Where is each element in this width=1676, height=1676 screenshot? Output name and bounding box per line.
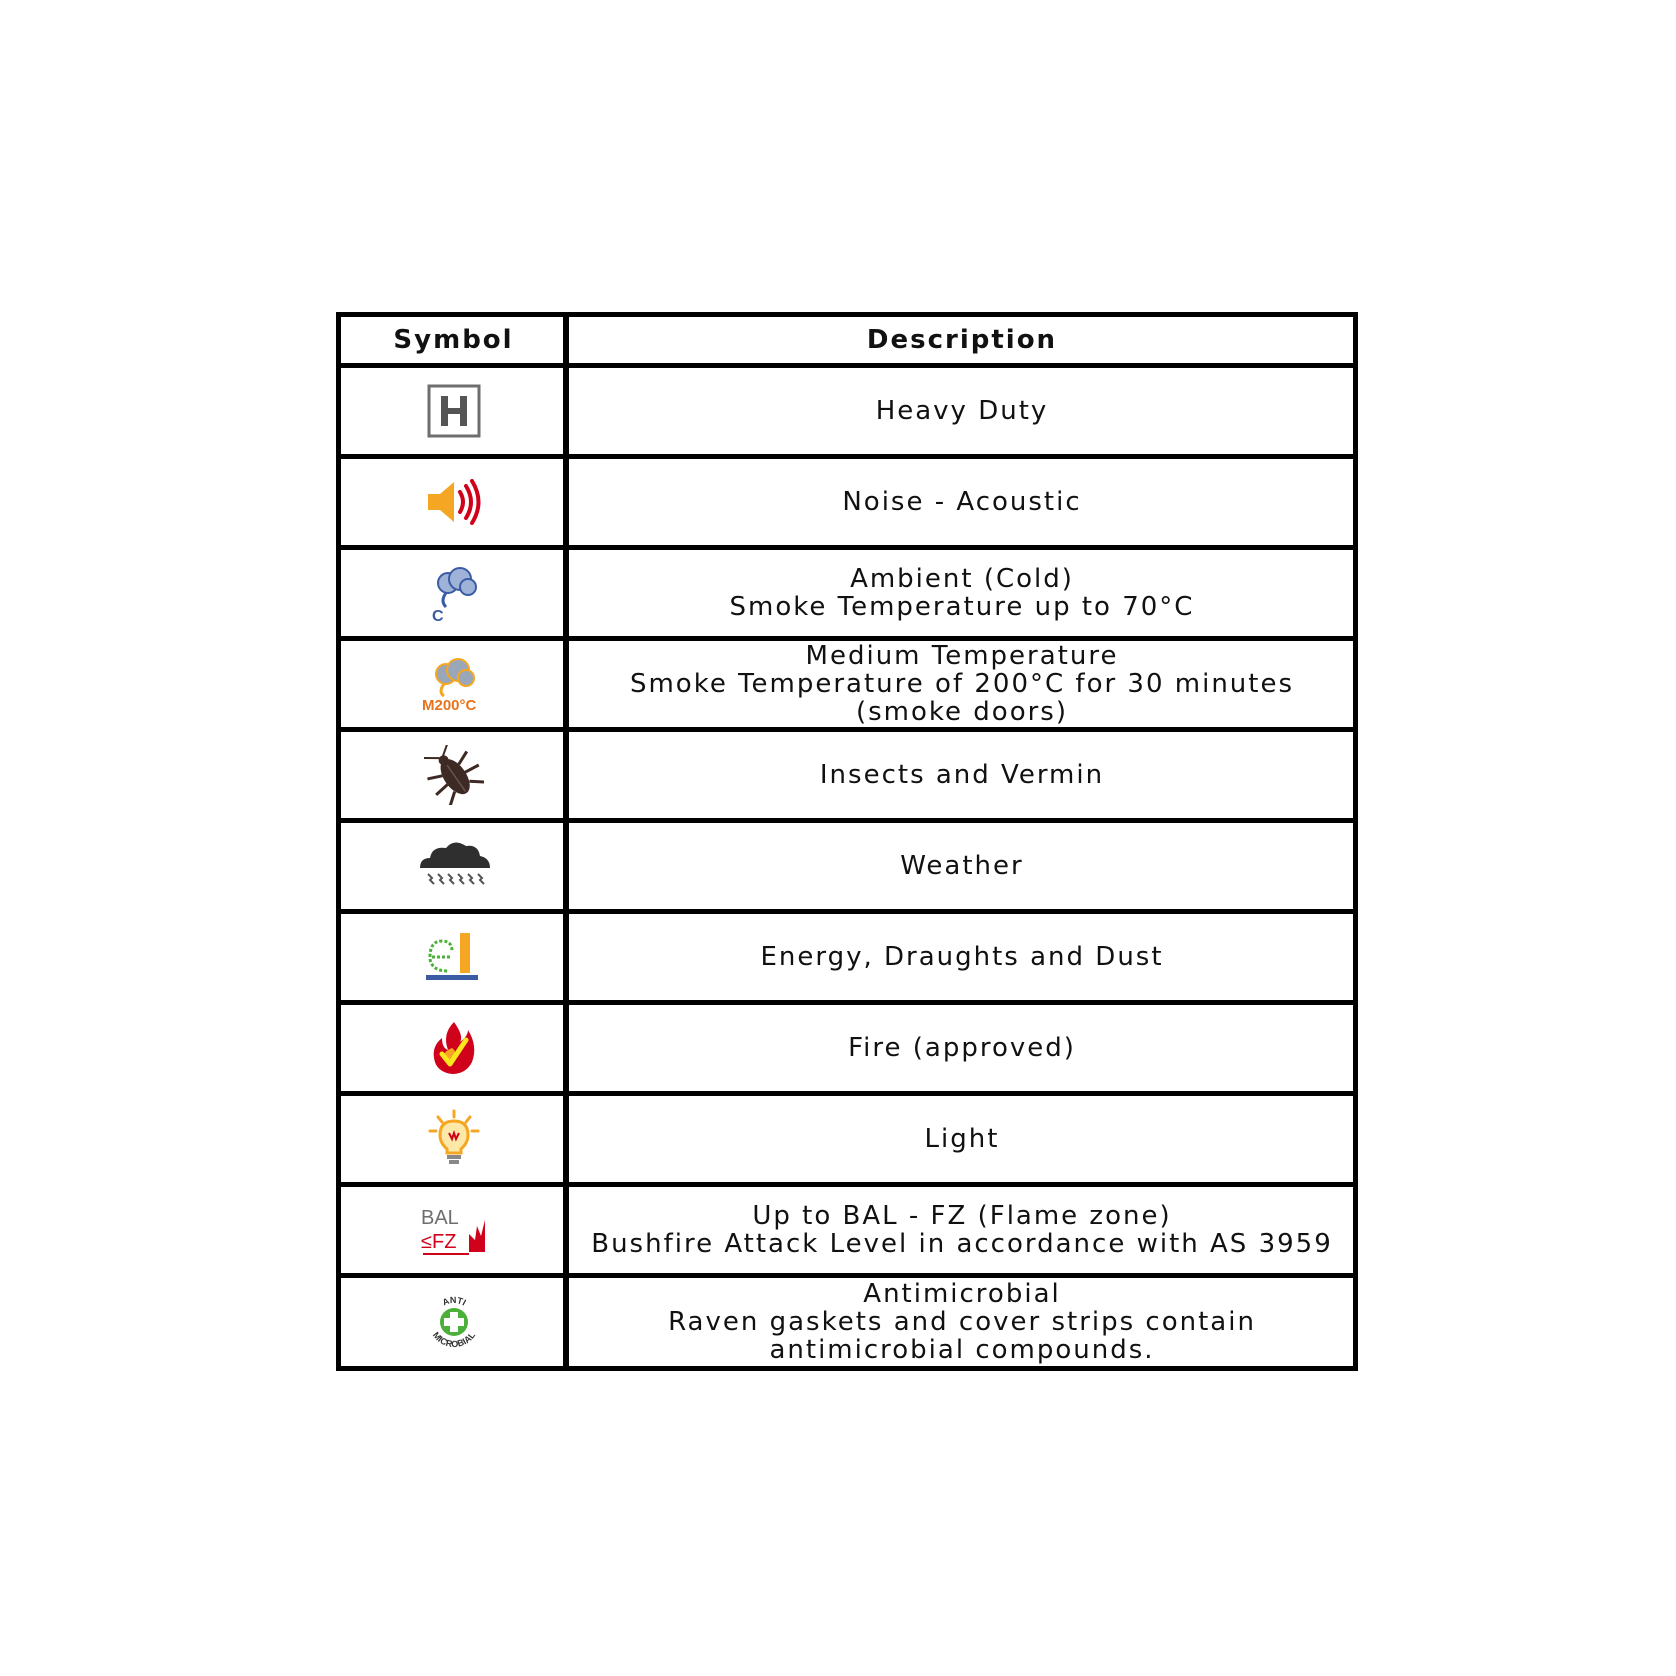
table-row — [341, 914, 1353, 1000]
table-row — [341, 823, 1353, 909]
row-line: Light — [924, 1124, 1000, 1154]
row-line: Weather — [900, 851, 1024, 881]
row-line: Bushfire Attack Level in accordance with AS 3959 — [591, 1229, 1333, 1259]
table-row — [341, 550, 1353, 636]
table-header-row — [341, 317, 1353, 363]
table-row — [341, 1005, 1353, 1091]
table-row — [341, 1096, 1353, 1182]
fz-label: ≤FZ — [420, 1231, 456, 1253]
header-description: Description — [866, 325, 1058, 355]
row-line: Fire (approved) — [848, 1033, 1076, 1063]
row-line: antimicrobial compounds. — [769, 1335, 1155, 1365]
flame-check-icon — [428, 1018, 480, 1078]
legend-table — [336, 312, 1358, 1371]
table-row — [341, 1187, 1353, 1273]
row-line: Antimicrobial — [863, 1279, 1061, 1309]
anti-label: ANTI — [440, 1294, 468, 1308]
table-row — [341, 1278, 1353, 1366]
bal-label: BAL — [420, 1207, 459, 1229]
row-line: (smoke doors) — [855, 697, 1068, 727]
row-line: Raven gaskets and cover strips contain — [668, 1307, 1256, 1337]
table-row — [341, 641, 1353, 727]
row-line: Ambient (Cold) — [850, 564, 1074, 594]
cockroach-icon — [424, 745, 484, 805]
svg-text:ANTI — [440, 1295, 467, 1308]
storm-cloud-icon — [414, 836, 494, 896]
row-line: Noise - Acoustic — [842, 487, 1082, 517]
smoke-cold-icon — [426, 563, 482, 623]
row-line: Heavy Duty — [875, 396, 1049, 426]
table-row — [341, 368, 1353, 454]
row-line: Up to BAL - FZ (Flame zone) — [752, 1201, 1172, 1231]
row-line: Insects and Vermin — [819, 760, 1105, 790]
row-line: Smoke Temperature up to 70°C — [729, 592, 1195, 622]
heavy-duty-icon — [426, 383, 482, 439]
bal-fz-icon — [419, 1200, 489, 1260]
smoke-cold-label: C — [431, 608, 444, 623]
antimicrobial-icon — [421, 1289, 487, 1355]
smoke-medium-label: M200°C — [421, 697, 476, 714]
table-row — [341, 459, 1353, 545]
energy-seal-icon — [422, 927, 486, 987]
light-bulb-icon — [426, 1109, 482, 1169]
row-line: Medium Temperature — [805, 641, 1119, 671]
table-row — [341, 732, 1353, 818]
header-symbol: Symbol — [393, 325, 514, 355]
smoke-medium-icon — [420, 654, 488, 714]
speaker-icon — [424, 474, 484, 530]
row-line: Energy, Draughts and Dust — [760, 942, 1164, 972]
microbial-label: MICROBIAL — [430, 1329, 477, 1350]
row-line: Smoke Temperature of 200°C for 30 minutes — [629, 669, 1295, 699]
